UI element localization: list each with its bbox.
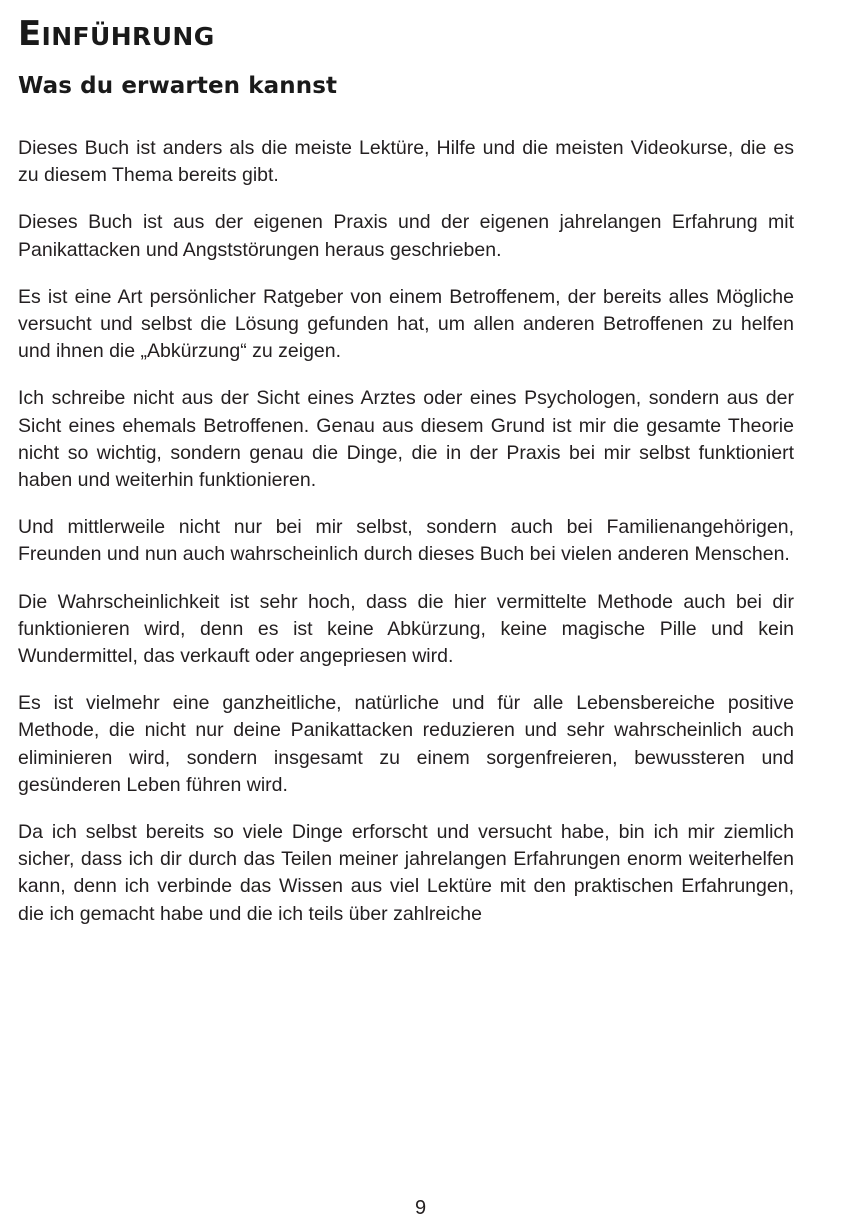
paragraph: Es ist eine Art persönlicher Ratgeber von einem Betroffenem, der bereits alles Mögliche versucht und selbst die Lösung gefunden hat, um allen anderen Betroffenen zu helfen und ihnen die „Abkürzung“ zu zeigen.	[18, 285, 794, 363]
chapter-title-rest: INFÜHRUNG	[41, 22, 215, 51]
paragraph: Dieses Buch ist aus der eigenen Praxis und der eigenen jahrelangen Erfahrung mit Panikattacken und Angststörungen heraus geschrieben.	[18, 211, 794, 261]
chapter-title	[18, 0, 794, 57]
paragraph: Dieses Buch ist anders als die meiste Lektüre, Hilfe und die meisten Videokurse, die es zu diesem Thema bereits gibt.	[18, 137, 794, 187]
page-number: 9	[414, 1197, 427, 1219]
body-text	[18, 135, 794, 928]
page-content	[18, 0, 794, 928]
paragraph: Da ich selbst bereits so viele Dinge erforscht und versucht habe, bin ich mir ziemlich sicher, dass ich dir durch das Teilen meiner jahrelangen Erfahrungen enorm weiterhelfen kann, denn ich verbinde das Wissen aus viel Lektüre mit den praktischen Erfahrungen, die ich gemacht habe und die ich teils über zahlreiche	[18, 821, 794, 925]
chapter-title-initial: E	[18, 14, 42, 54]
paragraph: Es ist vielmehr eine ganzheitliche, natürliche und für alle Lebensbereiche positive Methode, die nicht nur deine Panikattacken reduzieren und sehr wahrscheinlich auch eliminieren wird, sondern insgesamt zu einem sorgenfreieren, bewussteren und gesünderen Leben führen wird.	[18, 692, 794, 796]
paragraph: Und mittlerweile nicht nur bei mir selbst, sondern auch bei Familienangehörigen, Freunden und nun auch wahrscheinlich durch dieses Buch bei vielen anderen Menschen.	[18, 516, 794, 566]
section-heading: Was du erwarten kannst	[18, 73, 338, 99]
paragraph: Ich schreibe nicht aus der Sicht eines Arztes oder eines Psychologen, sondern aus der Sicht eines ehemals Betroffenen. Genau aus diesem Grund ist mir die gesamte Theorie nicht so wichtig, sondern genau die Dinge, die in der Praxis bei mir selbst funktioniert haben und weiterhin funktionieren.	[18, 387, 794, 492]
paragraph: Die Wahrscheinlichkeit ist sehr hoch, dass die hier vermittelte Methode auch bei dir funktionieren wird, denn es ist keine Abkürzung, keine magische Pille und kein Wundermittel, das verkauft oder angepriesen wird.	[18, 590, 794, 668]
